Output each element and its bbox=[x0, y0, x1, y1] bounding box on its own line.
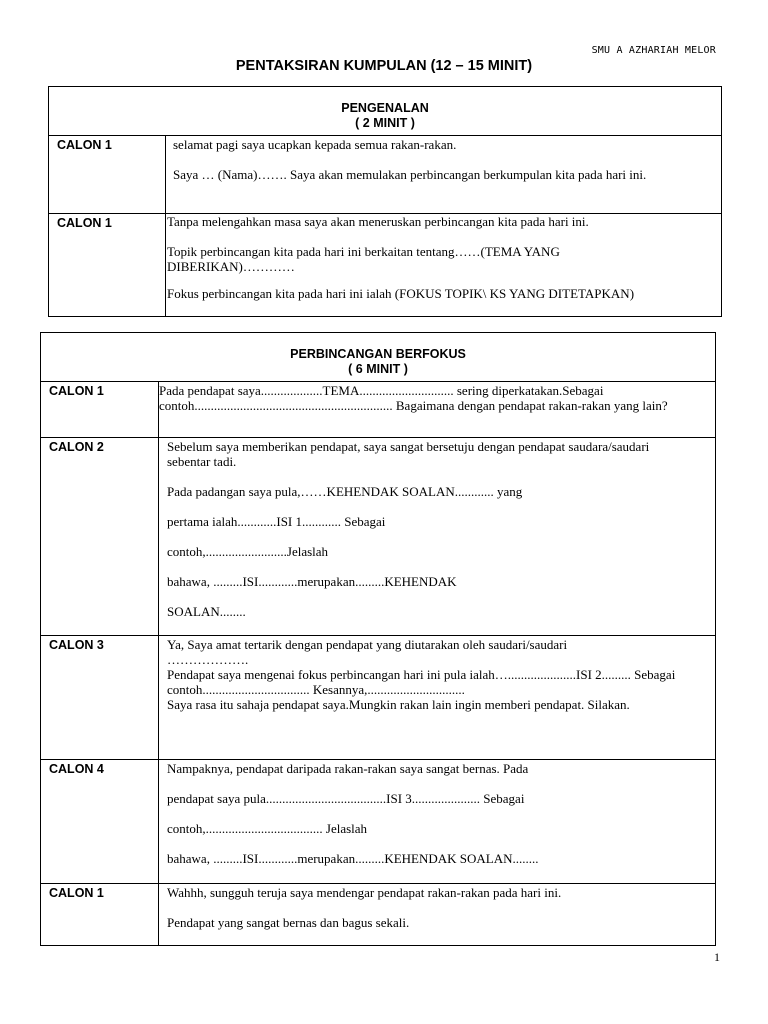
section-perbincangan-table bbox=[40, 332, 716, 946]
speaker-label: CALON 1 bbox=[49, 136, 166, 214]
section-duration: ( 2 MINIT ) bbox=[355, 116, 415, 130]
speech-line: pendapat saya pula.....................................ISI 3..................... Sebagai bbox=[167, 791, 525, 806]
speech-line: Saya rasa itu sahaja pendapat saya.Mungkin rakan lain ingin memberi pendapat. Silakan. bbox=[167, 697, 630, 712]
speaker-label: CALON 3 bbox=[41, 636, 159, 760]
speech-line: Pada pendapat saya...................TEMA............................. sering diperkatakan.Sebagai contoh............................................................. Bagaimana dengan pendapat rakan-rakan yang lain? bbox=[159, 383, 668, 413]
speech-line: Tanpa melengahkan masa saya akan meneruskan perbincangan kita pada hari ini. bbox=[167, 214, 589, 229]
speech-line: contoh,.................................... Jelaslah bbox=[167, 821, 368, 836]
speech-cell bbox=[159, 760, 716, 884]
speaker-label: CALON 4 bbox=[41, 760, 159, 884]
page-title: PENTAKSIRAN KUMPULAN (12 – 15 MINIT) bbox=[235, 58, 533, 74]
section-pengenalan-table bbox=[48, 86, 722, 317]
speech-line: Topik perbincangan kita pada hari ini berkaitan tentang……(TEMA YANG DIBERIKAN)………… bbox=[167, 244, 560, 274]
table-row bbox=[41, 438, 716, 636]
speech-cell bbox=[159, 382, 716, 438]
speech-line: bahawa, .........ISI............merupakan.........KEHENDAK bbox=[167, 574, 457, 589]
speech-cell bbox=[159, 636, 716, 760]
speech-line: Pendapat saya mengenai fokus perbincangan hari ini pula ialah….....................ISI 2......... Sebagai contoh................................. Kesannya,.............................. bbox=[167, 667, 676, 697]
speech-line: SOALAN........ bbox=[167, 604, 246, 619]
speaker-label: CALON 1 bbox=[49, 214, 166, 317]
speech-line: Nampaknya, pendapat daripada rakan-rakan saya sangat bernas. Pada bbox=[167, 761, 529, 776]
speaker-label: CALON 1 bbox=[41, 382, 159, 438]
speech-line: Ya, Saya amat tertarik dengan pendapat yang diutarakan oleh saudari/saudari ………………. bbox=[167, 637, 568, 667]
table-row bbox=[49, 214, 722, 317]
section-header bbox=[49, 87, 722, 136]
section-duration: ( 6 MINIT ) bbox=[348, 362, 408, 376]
table-row bbox=[41, 760, 716, 884]
speech-cell bbox=[166, 136, 722, 214]
speaker-label: CALON 1 bbox=[41, 884, 159, 946]
speech-cell bbox=[159, 438, 716, 636]
speech-line: Sebelum saya memberikan pendapat, saya sangat bersetuju dengan pendapat saudara/saudari sebentar tadi. bbox=[167, 439, 650, 469]
speech-line: Saya … (Nama)……. Saya akan memulakan perbincangan berkumpulan kita pada hari ini. bbox=[173, 167, 647, 182]
speech-cell bbox=[159, 884, 716, 946]
section-heading: PENGENALAN bbox=[341, 101, 429, 115]
speaker-label: CALON 2 bbox=[41, 438, 159, 636]
table-row bbox=[49, 136, 722, 214]
speech-line: bahawa, .........ISI............merupakan.........KEHENDAK SOALAN........ bbox=[167, 851, 539, 866]
table-row bbox=[41, 636, 716, 760]
speech-line: selamat pagi saya ucapkan kepada semua rakan-rakan. bbox=[173, 137, 457, 152]
speech-line: Wahhh, sungguh teruja saya mendengar pendapat rakan-rakan pada hari ini. bbox=[167, 885, 562, 900]
table-row bbox=[41, 382, 716, 438]
speech-line: Fokus perbincangan kita pada hari ini ialah (FOKUS TOPIK\ KS YANG DITETAPKAN) bbox=[167, 286, 635, 301]
page-number: 1 bbox=[714, 950, 720, 964]
speech-line: Pendapat yang sangat bernas dan bagus sekali. bbox=[167, 915, 410, 930]
section-heading: PERBINCANGAN BERFOKUS bbox=[290, 347, 466, 361]
speech-line: contoh,.........................Jelaslah bbox=[167, 544, 329, 559]
speech-line: Pada padangan saya pula,……KEHENDAK SOALAN............ yang bbox=[167, 484, 523, 499]
speech-cell bbox=[166, 214, 722, 317]
header-note: SMU A AZHARIAH MELOR bbox=[591, 45, 716, 56]
section-header bbox=[41, 333, 716, 382]
speech-line: pertama ialah............ISI 1............ Sebagai bbox=[167, 514, 386, 529]
table-row bbox=[41, 884, 716, 946]
